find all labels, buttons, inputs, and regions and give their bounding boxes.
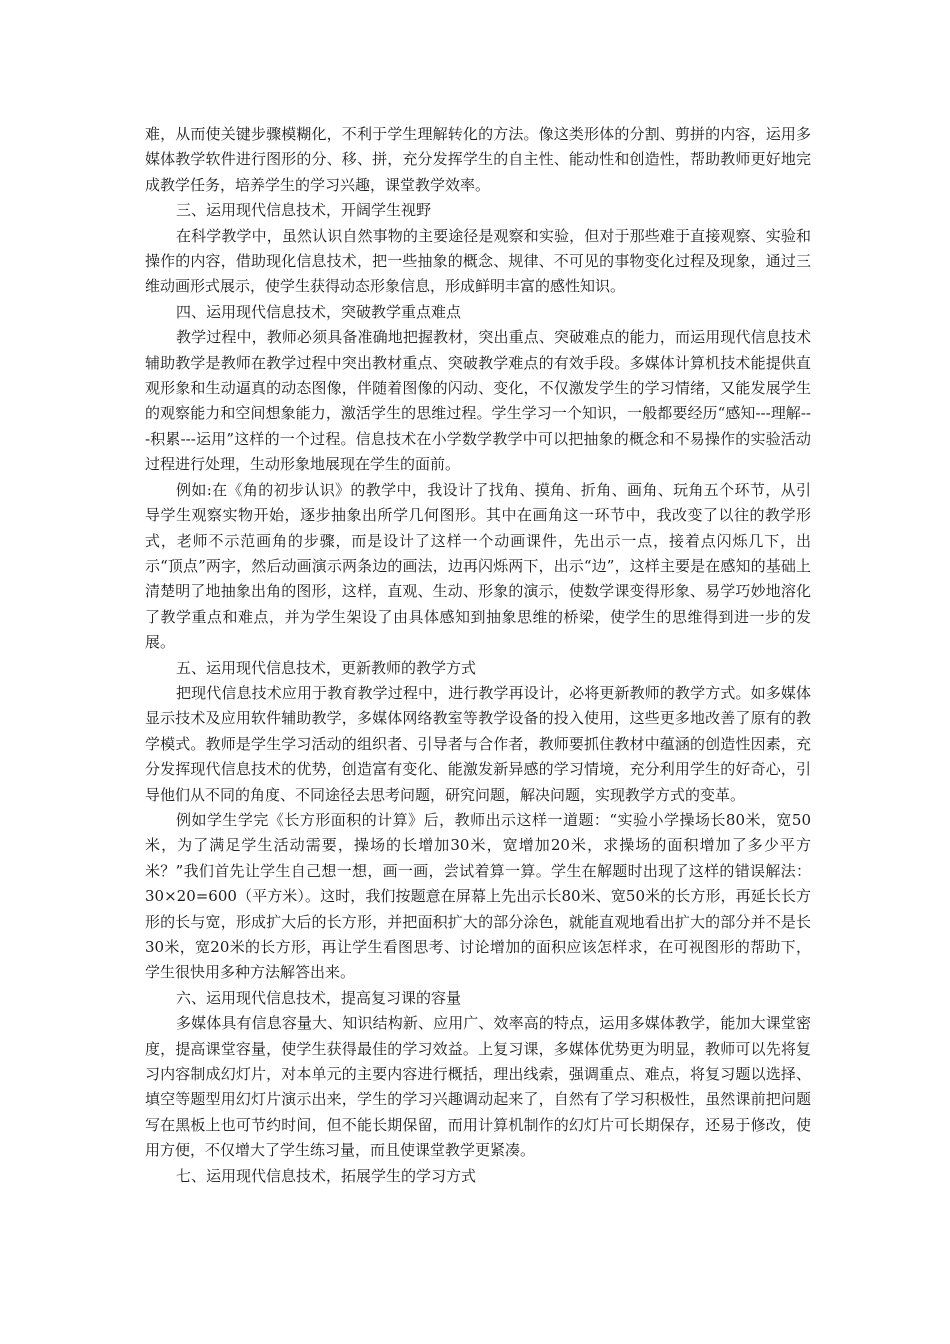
paragraph-science: 在科学教学中，虽然认识自然事物的主要途径是观察和实验，但对于那些难于直接观察、实验和操作的内容，借助现化信息技术，把一些抽象的概念、规律、不可见的事物变化过程及现象，通过三维动画形式展示，使学生获得动态形象信息，形成鲜明丰富的感性知识。 (145, 226, 811, 296)
paragraph-review-class: 多媒体具有信息容量大、知识结构新、应用广、效率高的特点，运用多媒体教学，能加大课堂密度，提高课堂容量，使学生获得最佳的学习效益。上复习课，多媒体优势更为明显，教师可以先将复习内容制成幻灯片，对本单元的主要内容进行概括，理出线索，强调重点、难点，将复习题以选择、填空等题型用幻灯片演示出来，学生的学习兴趣调动起来了，自然有了学习积极性，虽然课前把问题写在黑板上也可节约时间，但不能长期保留，而用计算机制作的幻灯片可长期保存，还易于修改，使用方便，不仅增大了学生练习量，而且使课堂教学更紧凑。 (145, 1014, 811, 1160)
paragraph-angle-example: 例如:在《角的初步认识》的教学中，我设计了找角、摸角、折角、画角、玩角五个环节，从引导学生观察实物开始，逐步抽象出所学几何图形。其中在画角这一环节中，我改变了以往的教学形式，老师不示范画角的步骤，而是设计了这样一个动画课件，先出示一点，接着点闪烁几下，出示“顶点”两字，然后动画演示两条边的画法，边再闪烁两下，出示“边”，这样主要是在感知的基础上清楚明了地抽象出角的图形，这样，直观、生动、形象的演示，使数学课变得形象、易学巧妙地溶化了教学重点和难点，并为学生架设了由具体感知到抽象思维的桥梁，使学生的思维得到进一步的发展。 (145, 480, 811, 652)
section-heading-7: 七、运用现代信息技术，拓展学生的学习方式 (176, 1166, 477, 1185)
paragraph-teaching-method: 把现代信息技术应用于教育教学过程中，进行教学再设计，必将更新教师的教学方式。如多媒体显示技术及应用软件辅助教学，多媒体网络教室等教学设备的投入使用，这些更多地改善了原有的教学模式。教师是学生学习活动的组织者、引导者与合作者，教师要抓住教材中蕴涵的创造性因素，充分发挥现代信息技术的优势，创造富有变化、能激发新异感的学习情境，充分利用学生的好奇心，引导他们从不同的角度、不同途径去思考问题，研究问题，解决问题，实现教学方式的变革。 (145, 683, 811, 804)
section-heading-6: 六、运用现代信息技术，提高复习课的容量 (176, 988, 462, 1007)
section-heading-3: 三、运用现代信息技术，开阔学生视野 (176, 201, 432, 220)
paragraph-rectangle-example: 例如学生学完《长方形面积的计算》后，教师出示这样一道题：“实验小学操场长80米，宽50米，为了满足学生活动需要，操场的长增加30米，宽增加20米，求操场的面积增加了多少平方米？”我们首先让学生自己想一想，画一画，尝试着算一算。学生在解题时出现了这样的错误解法：30×20=600（平方米）。这时，我们按题意在屏幕上先出示长80米、宽50米的长方形，再延长长方形的长与宽，形成扩大后的长方形，并把面积扩大的部分涂色，就能直观地看出扩大的部分并不是长30米，宽20米的长方形，再让学生看图思考、讨论增加的面积应该怎样求，在可视图形的帮助下，学生很快用多种方法解答出来。 (145, 810, 811, 982)
section-heading-5: 五、运用现代信息技术，更新教师的教学方式 (176, 658, 477, 677)
paragraph-continuation: 难，从而使关键步骤模糊化，不利于学生理解转化的方法。像这类形体的分割、剪拼的内容，运用多媒体教学软件进行图形的分、移、拼，充分发挥学生的自主性、能动性和创造性，帮助教师更好地完成教学任务，培养学生的学习兴趣，课堂教学效率。 (145, 125, 811, 194)
paragraph-key-points: 教学过程中，教师必须具备准确地把握教材，突出重点、突破难点的能力，而运用现代信息技术辅助教学是教师在教学过程中突出教材重点、突破教学难点的有效手段。多媒体计算机技术能提供直观形象和生动逼真的动态图像，伴随着图像的闪动、变化，不仅激发学生的学习情绪，又能发展学生的观察能力和空间想象能力，激活学生的思维过程。学生学习一个知识，一般都要经历“感知---理解---积累---运用”这样的一个过程。信息技术在小学数学教学中可以把抽象的概念和不易操作的实验活动过程进行处理，生动形象地展现在学生的面前。 (145, 328, 811, 474)
section-heading-4: 四、运用现代信息技术，突破教学重点难点 (176, 302, 462, 321)
document-page (145, 122, 811, 1189)
